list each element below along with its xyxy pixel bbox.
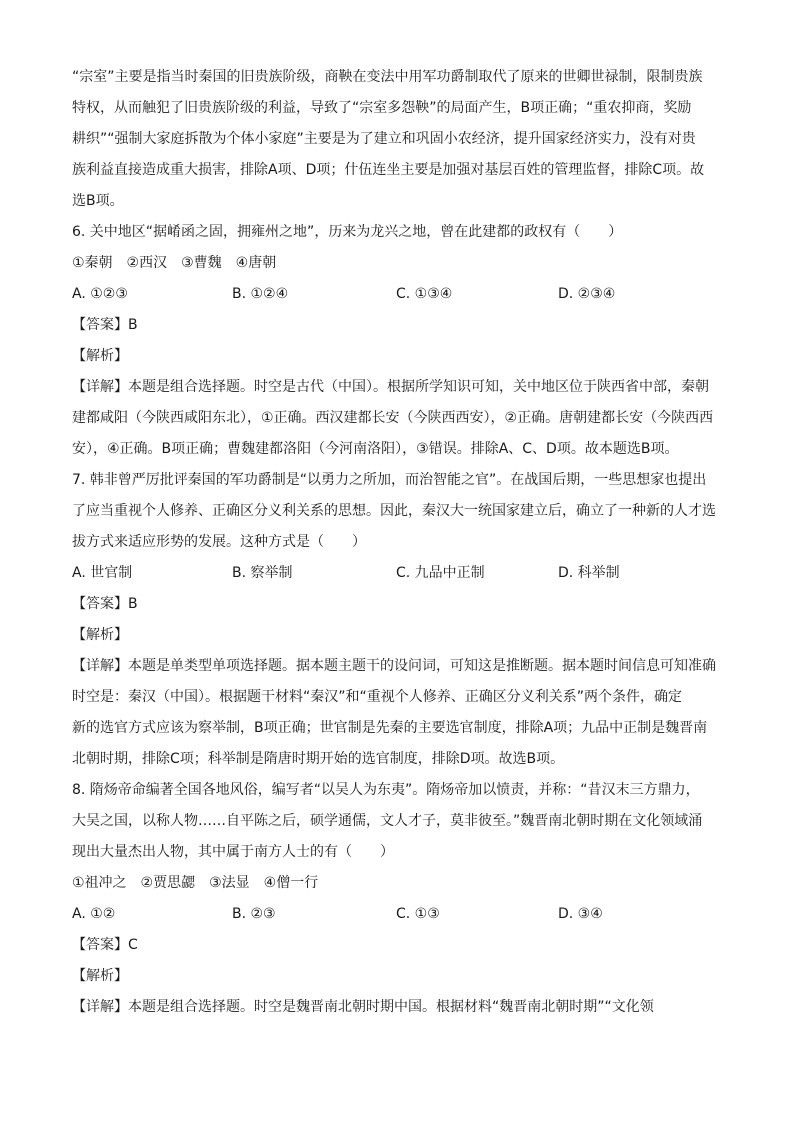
question-stem: 6. 关中地区“据崤函之固，拥雍州之地”，历来为龙兴之地，曾在此建都的政权有（ ）	[72, 224, 623, 240]
option-row	[72, 899, 722, 930]
analysis-label: 【解析】	[72, 968, 128, 984]
option-row	[72, 558, 722, 589]
intro-analysis	[72, 62, 722, 217]
option-c: C. 九品中正制	[396, 565, 485, 581]
option-a: A. 世官制	[72, 565, 133, 581]
answer: 【答案】C	[72, 937, 138, 953]
option-c: C. ①③	[396, 906, 440, 922]
answer: 【答案】B	[72, 317, 138, 333]
question-8	[72, 775, 722, 1023]
text-line: 选B项。	[72, 193, 124, 209]
detail-line: 北朝时期，排除C项；科举制是隋唐时期开始的选官制度，排除D项。故选B项。	[72, 751, 565, 767]
text-line: 耕织”“强制大家庭拆散为个体小家庭”主要是为了建立和巩固小农经济，提升国家经济实力，没有对贵	[72, 131, 696, 147]
detail-line: 新的选官方式应该为察举制，B项正确；世官制是先秦的主要选官制度，排除A项；九品中正制是魏晋南	[72, 720, 708, 736]
option-d: D. 科举制	[558, 565, 620, 581]
document-page	[72, 62, 722, 1023]
option-row	[72, 279, 722, 310]
question-stem: 8. 隋炀帝命编著全国各地风俗，编写者“以吴人为东夷”。隋炀帝加以愤责，并称：“昔汉末三方鼎力，	[72, 782, 700, 798]
option-b: B. ②③	[232, 906, 276, 922]
detail-line: 安），④正确。B项正确；曹魏建都洛阳（今河南洛阳），③错误。排除A、C、D项。故本题选B项。	[72, 441, 679, 457]
text-line: 特权，从而触犯了旧贵族阶级的利益，导致了“宗室多怨鞅”的局面产生，B项正确；“重农抑商，奖励	[72, 100, 692, 116]
question-stem: 拔方式来适应形势的发展。这种方式是（ ）	[72, 534, 366, 550]
option-d: D. ③④	[558, 906, 603, 922]
question-stem: 7. 韩非曾严厉批评秦国的军功爵制是“以勇力之所加，而治智能之官”。在战国后期，一些思想家也提出	[72, 472, 707, 488]
question-stem: 了应当重视个人修养、正确区分义利关系的思想。因此，秦汉大一统国家建立后，确立了一种新的人才选	[72, 503, 716, 519]
option-b: B. 察举制	[232, 565, 293, 581]
question-6	[72, 217, 722, 465]
question-stem: 现出大量杰出人物，其中属于南方人士的有（ ）	[72, 844, 394, 860]
question-stem: 大吴之国，以称人物……自平陈之后，硕学通儒，文人才子，莫非彼至。”魏晋南北朝时期在文化领域涌	[72, 813, 703, 829]
analysis-label: 【解析】	[72, 627, 128, 643]
detail-line: 【详解】本题是单类型单项选择题。据本题主题干的设问词，可知这是推断题。据本题时间信息可知准确	[72, 658, 716, 674]
option-a: A. ①②③	[72, 286, 128, 302]
answer: 【答案】B	[72, 596, 138, 612]
question-items: ①秦朝 ②西汉 ③曹魏 ④唐朝	[72, 255, 277, 271]
option-b: B. ①②④	[232, 286, 289, 302]
detail-line: 时空是：秦汉（中国）。根据题干材料“秦汉”和“重视个人修养、正确区分义利关系”两个条件，确定	[72, 689, 683, 705]
detail-line: 建都咸阳（今陕西咸阳东北），①正确。西汉建都长安（今陕西西安），②正确。唐朝建都长安（今陕西西	[72, 410, 714, 426]
analysis-label: 【解析】	[72, 348, 128, 364]
option-d: D. ②③④	[558, 286, 616, 302]
text-line: “宗室”主要是指当时秦国的旧贵族阶级，商鞅在变法中用军功爵制取代了原来的世卿世禄制，限制贵族	[72, 69, 703, 85]
detail-line: 【详解】本题是组合选择题。时空是魏晋南北朝时期中国。根据材料“魏晋南北朝时期”“文化领	[72, 999, 654, 1015]
option-a: A. ①②	[72, 906, 116, 922]
question-items: ①祖冲之 ②贾思勰 ③法显 ④僧一行	[72, 875, 319, 891]
detail-line: 【详解】本题是组合选择题。时空是古代（中国）。根据所学知识可知，关中地区位于陕西省中部，秦朝	[72, 379, 709, 395]
text-line: 族利益直接造成重大损害，排除A项、D项；什伍连坐主要是加强对基层百姓的管理监督，排除C项。故	[72, 162, 705, 178]
question-7	[72, 465, 722, 775]
option-c: C. ①③④	[396, 286, 453, 302]
